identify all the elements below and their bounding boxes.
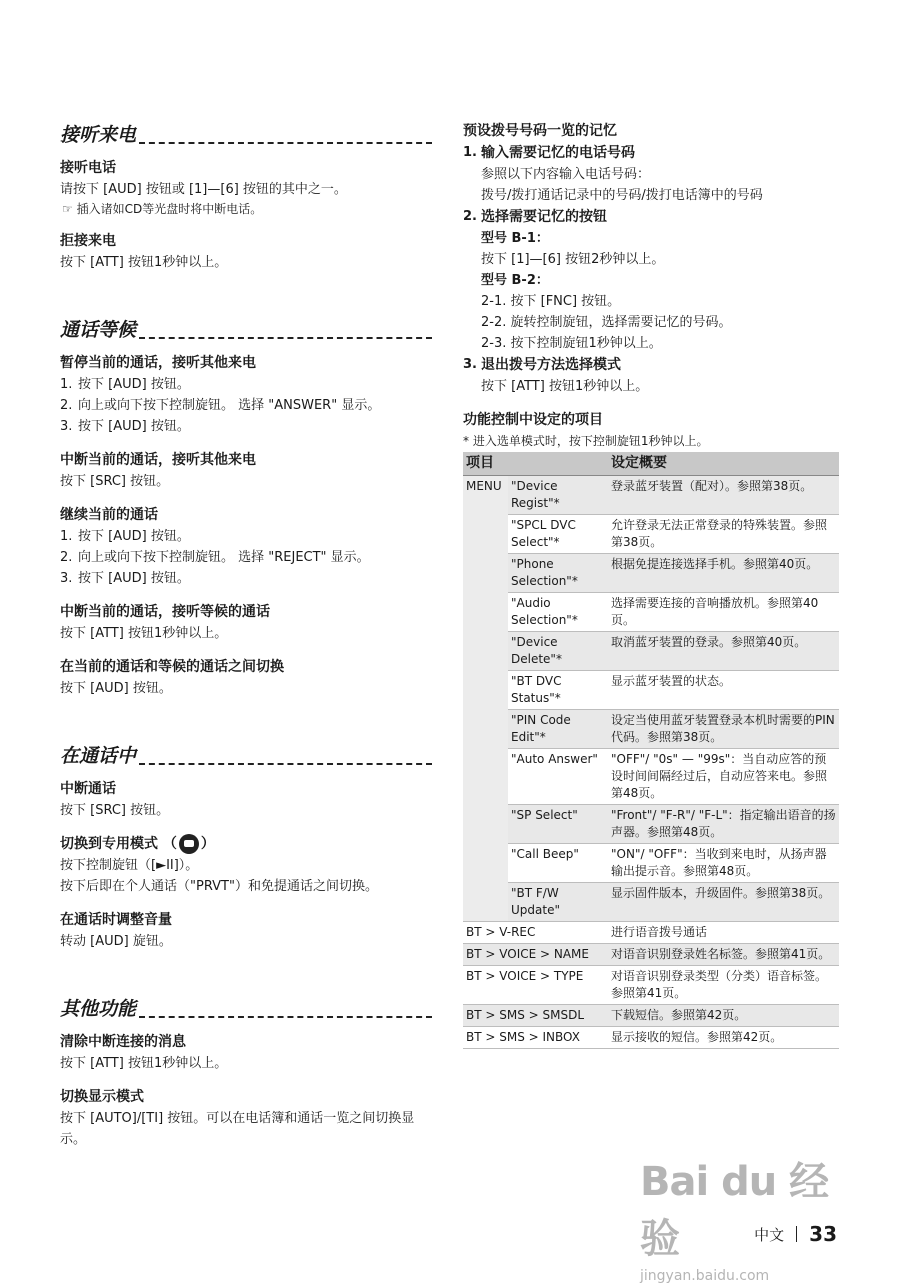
- page-number: 33: [809, 1222, 837, 1246]
- settings-table: [463, 452, 839, 1049]
- table-row: BT > SMS > INBOX 显示接收的短信。参照第42页。: [463, 1027, 839, 1049]
- block-private-mode: 切换到专用模式 （ ） 按下控制旋钮（[►II]）。 按下后即在个人通话（"PRVT"）和免提通话之间切换。: [60, 836, 378, 894]
- page-footer: [754, 1222, 837, 1246]
- table-row: "Call Beep" "ON"/ "OFF"：当收到来电时，从扬声器输出提示音。参照第48页。: [463, 844, 839, 883]
- table-row: "Device Delete"* 取消蓝牙装置的登录。参照第40页。: [463, 632, 839, 671]
- baidu-watermark: Bai du 经验 jingyan.baidu.com: [640, 1159, 829, 1284]
- table-row: BT > SMS > SMSDL 下载短信。参照第42页。: [463, 1005, 839, 1027]
- block-hold-answer: 暂停当前的通话，接听其他来电 1. 按下 [AUD] 按钮。 2. 向上或向下按下控制旋钮。 选择 "ANSWER" 显示。 3. 按下 [AUD] 按钮。: [60, 355, 381, 434]
- note: ☞ 插入诸如CD等光盘时将中断电话。: [62, 202, 263, 216]
- function-note: * 进入选单模式时，按下控制旋钮1秒钟以上。: [463, 434, 709, 448]
- block-end-answer: 中断当前的通话，接听其他来电 按下 [SRC] 按钮。: [60, 452, 256, 489]
- block-display-mode: 切换显示模式 按下 [AUTO]/[TI] 按钮。可以在电话簿和通话一览之间切换显示。: [60, 1089, 415, 1147]
- table-row: BT > VOICE > NAME 对语音识别登录姓名标签。参照第41页。: [463, 944, 839, 966]
- table-row: "Auto Answer" "OFF"/ "0s" — "99s"：当自动应答的预设时间间隔经过后，自动应答来电。参照第48页。: [463, 749, 839, 805]
- block-clear-message: 清除中断连接的消息 按下 [ATT] 按钮1秒钟以上。: [60, 1034, 228, 1071]
- table-row: "BT F/W Update" 显示固件版本，升级固件。参照第38页。: [463, 883, 839, 922]
- language-label: 中文: [754, 1225, 785, 1244]
- table-row: "SPCL DVC Select"* 允许登录无法正常登录的特殊装置。参照第38页。: [463, 515, 839, 554]
- section-title-call-waiting: 通话等候: [60, 315, 432, 342]
- table-header: 项目 设定概要: [463, 452, 839, 476]
- table-row: "Phone Selection"* 根据免提连接选择手机。参照第40页。: [463, 554, 839, 593]
- right-column: 预设拨号号码一览的记忆 1. 输入需要记忆的电话号码 参照以下内容输入电话号码： 拨号/拨打通话记录中的号码/拨打电话簿中的号码 2. 选择需要记忆的按钮 型号 B-1： 按下 [1]—[6] 按钮2秒钟以上。 型号 B-2： 2-1. 按下 [FNC] 按钮。 2-2. 旋转控制旋钮，选择需要记忆的号码。 2-3. 按下控制旋钮1秒钟以上。 3. 退出拨号方法选择模式 按下 [ATT] 按钮1秒钟以上。 功能控制中设定的项目 * 进入选单模式时，按下控制旋钮1秒钟以上。 项目 设定概要 MENU "Device Regist"* 登录蓝牙装置（配对）。参照第38页。 "SPCL DVC Select"* 允许登录无法正常登录的特殊装置。参照第38页。 "Phone Selection"* 根据免提连接选择手机。参照第40页。 "Audio Selection"* 选择需要连接的音响播放机。参照第40页。 "Device Delete"* 取消蓝牙装置的登录。参照第40页。 "BT DVC Status"* 显示蓝牙装置的状态。 "PIN Code Edit"* 设定当使用蓝牙装置登录本机时需要的PIN代码。参照第38页。 "Auto Answer" "OFF"/ "0s" — "99s"：当自动应答的预设时间间隔经过后，自动应答来电。参照第48页。 "SP Select" "Front"/ "F-R"/ "F-L"：指定输出语音的扬声器。参照第48页。 "Call Beep" "ON"/ "OFF"：当收到来电时，从扬声器输出提示音。参照第48页。 "BT F/W Update" 显示固件版本，升级固件。参照第38页。 BT > V-REC 进行语音拨号通话 BT > VOICE > NAME 对语音识别登录姓名标签。参照第41页。 BT > VOICE > TYPE 对语音识别登录类型（分类）语音标签。参照第41页。 BT > SMS > SMSDL 下载短信。参照第42页。 BT > SMS > INBOX 显示接收的短信。参照第42页。: [463, 120, 839, 1049]
- section-title-incoming-call: 接听来电: [60, 120, 432, 147]
- function-title: 功能控制中设定的项目: [463, 412, 603, 428]
- table-row: "BT DVC Status"* 显示蓝牙装置的状态。: [463, 671, 839, 710]
- phone-icon: [179, 834, 199, 854]
- block-disconnect: 中断通话 按下 [SRC] 按钮。: [60, 781, 170, 818]
- table-row: MENU "Device Regist"* 登录蓝牙装置（配对）。参照第38页。: [463, 476, 839, 515]
- subheading: 接听电话: [60, 160, 116, 176]
- table-row: BT > VOICE > TYPE 对语音识别登录类型（分类）语音标签。参照第41页。: [463, 966, 839, 1005]
- block-switch-calls: 在当前的通话和等候的通话之间切换 按下 [AUD] 按钮。: [60, 659, 284, 696]
- table-row: "Audio Selection"* 选择需要连接的音响播放机。参照第40页。: [463, 593, 839, 632]
- table-row: "SP Select" "Front"/ "F-R"/ "F-L"：指定输出语音的扬声器。参照第48页。: [463, 805, 839, 844]
- subheading: 拒接来电: [60, 233, 116, 249]
- table-row: BT > V-REC 进行语音拨号通话: [463, 922, 839, 944]
- block-answer-call: 接听电话 请按下 [AUD] 按钮或 [1]—[6] 按钮的其中之一。 ☞ 插入诸如CD等光盘时将中断电话。: [60, 157, 432, 218]
- block-continue-call: 继续当前的通话 1. 按下 [AUD] 按钮。 2. 向上或向下按下控制旋钮。 选择 "REJECT" 显示。 3. 按下 [AUD] 按钮。: [60, 507, 370, 586]
- section-title-during-call: 在通话中: [60, 741, 432, 768]
- preset-title: 预设拨号号码一览的记忆: [463, 123, 617, 139]
- left-column: [60, 120, 432, 1162]
- table-row: "PIN Code Edit"* 设定当使用蓝牙装置登录本机时需要的PIN代码。参照第38页。: [463, 710, 839, 749]
- block-reject-call: 拒接来电 按下 [ATT] 按钮1秒钟以上。: [60, 230, 432, 273]
- block-end-answer-waiting: 中断当前的通话，接听等候的通话 按下 [ATT] 按钮1秒钟以上。: [60, 604, 270, 641]
- menu-label: MENU: [463, 476, 508, 922]
- section-title-other-functions: 其他功能: [60, 994, 432, 1021]
- block-volume: 在通话时调整音量 转动 [AUD] 旋钮。: [60, 912, 172, 949]
